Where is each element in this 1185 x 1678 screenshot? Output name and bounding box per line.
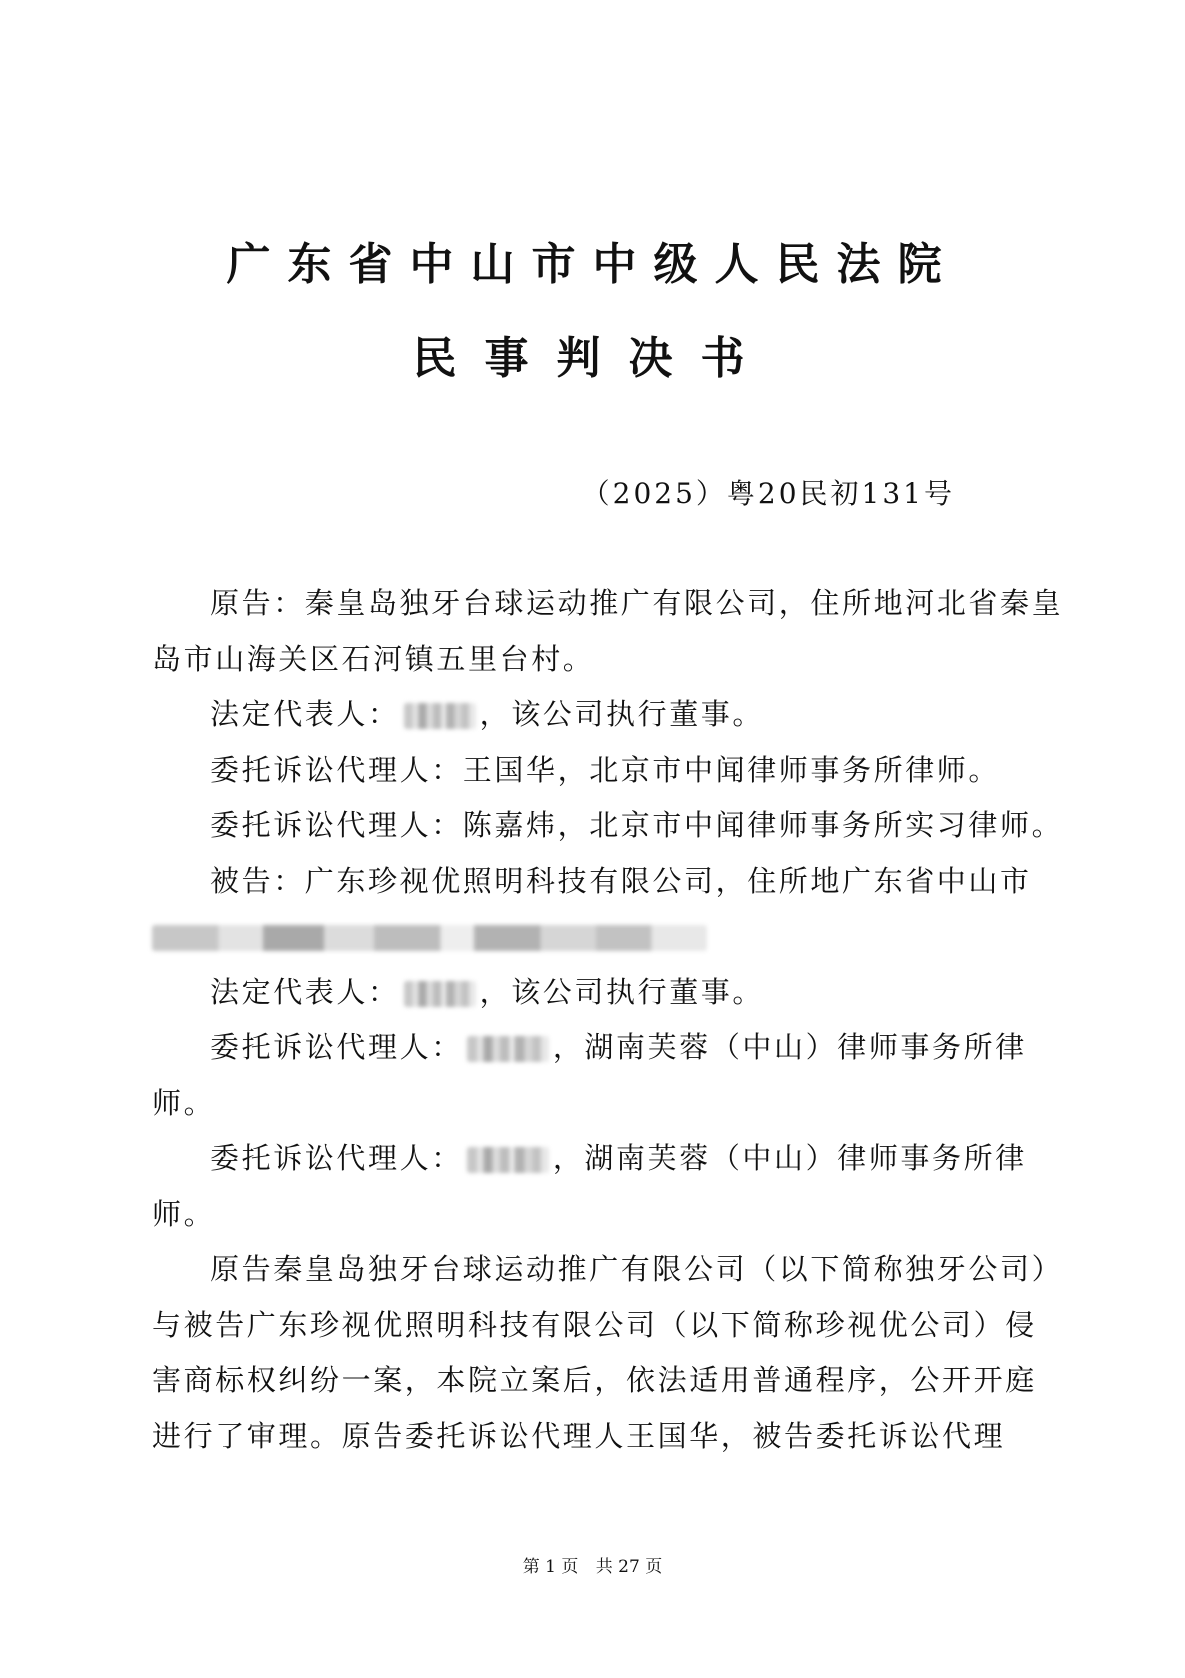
redacted-name (404, 981, 476, 1007)
defendant-legal-rep (152, 965, 1064, 1021)
defendant-rep-label: 法定代表人： (210, 974, 400, 1009)
case-narrative: 原告秦皇岛独牙台球运动推广有限公司（以下简称独牙公司）与被告广东珍视优照明科技有限公司（以下简称珍视优公司）侵害商标权纠纷一案，本院立案后，依法适用普通程序，公开开庭进行了审理。原告委托诉讼代理人王国华，被告委托诉讼代理 (152, 1252, 1064, 1453)
plaintiff-agent-1: 委托诉讼代理人：王国华，北京市中闻律师事务所律师。 (210, 752, 1001, 787)
document-type-title: 民事判决书 (412, 333, 773, 384)
case-number: （2025）粤20民初131号 (581, 477, 955, 510)
redacted-address (152, 925, 707, 951)
redacted-name (404, 703, 476, 729)
plaintiff-rep-suffix: ，该公司执行董事。 (479, 697, 765, 731)
document-body (152, 576, 1064, 1464)
defendant-agent-label: 委托诉讼代理人： (210, 1030, 463, 1064)
defendant-agent-1-suffix: ，湖南芙蓉（中山）律师事务所律师。 (152, 1030, 1027, 1120)
plaintiff-legal-rep (152, 687, 1064, 743)
defendant-agent-2-suffix: ，湖南芙蓉（中山）律师事务所律师。 (152, 1141, 1027, 1231)
defendant-rep-suffix: ，该公司执行董事。 (479, 974, 765, 1009)
defendant-paragraph: 被告：广东珍视优照明科技有限公司，住所地广东省中山市 (210, 863, 1032, 898)
page-number: 第 1 页 (522, 1557, 579, 1577)
page-footer (0, 1552, 1185, 1577)
page-total: 共 27 页 (595, 1557, 663, 1577)
defendant-address-line (152, 909, 1064, 965)
redacted-name (467, 1147, 549, 1173)
plaintiff-agent-2: 委托诉讼代理人：陈嘉炜，北京市中闻律师事务所实习律师。 (210, 808, 1064, 842)
defendant-agent-label: 委托诉讼代理人： (210, 1141, 463, 1175)
court-name: 广东省中山市中级人民法院 (226, 239, 959, 290)
defendant-agent-2 (152, 1131, 1064, 1242)
plaintiff-rep-label: 法定代表人： (210, 697, 400, 731)
plaintiff-paragraph: 原告：秦皇岛独牙台球运动推广有限公司，住所地河北省秦皇岛市山海关区石河镇五里台村。 (152, 586, 1064, 676)
redacted-name (467, 1036, 549, 1062)
defendant-agent-1 (152, 1020, 1064, 1131)
